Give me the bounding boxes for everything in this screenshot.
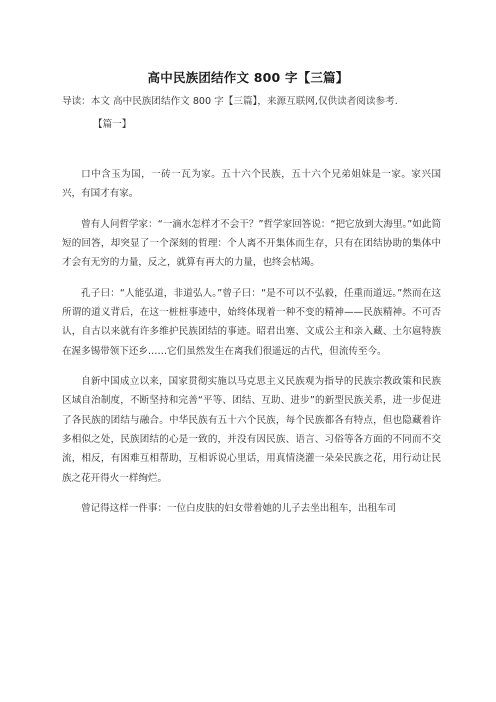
paragraph-3: 孔子曰：“人能弘道，非道弘人。”曾子曰：“是不可以不弘毅，任重而道远。”然而在这所谓的道义背后，在这一桩桩事迹中，始终体现着一种不变的精神——民族精神。不可否认，自古以来就有许多维护民族团结的事迹。昭君出塞、文成公主和亲入藏、土尔扈特族在渥多锡带领下还乡……它们虽然发生在离我们很遥远的古代，但流传至今。 bbox=[62, 287, 441, 357]
section-label: 【篇一】 bbox=[93, 119, 132, 130]
paragraph-4: 自新中国成立以来，国家贯彻实施以马克思主义民族观为指导的民族宗教政策和民族区域自治制度，不断坚持和完善“平等、团结、互助、进步”的新型民族关系，进一步促进了各民族的团结与融合。中华民族有五十六个民族，每个民族都各有特点，但也隐藏着许多相似之处，民族团结的心是一致的，并没有因民族、语言、习俗等各方面的不同而不交流，相反，有困难互相帮助，互相诉说心里话，用真情浇灌一朵朵民族之花，用行动让民族之花开得火一样绚烂。 bbox=[62, 376, 441, 484]
paragraph-2: 曾有人问哲学家：“一滴水怎样才不会干？”哲学家回答说：“把它放到大海里。”如此简短的回答，却突显了一个深刻的哲理：个人离不开集体而生存，只有在团结协助的集体中才会有无穷的力量，反之，就算有再大的力量，也终会枯竭。 bbox=[62, 218, 441, 269]
paragraph-5: 曾记得这样一件事：一位白皮肤的妇女带着她的儿子去坐出租车，出租车司 bbox=[81, 503, 397, 515]
paragraph-1: 口中含玉为国，一砖一瓦为家。五十六个民族，五十六个兄弟姐妹是一家。家兴国兴，有国才有家。 bbox=[62, 169, 441, 200]
document-intro: 导读：本文 高中民族团结作文 800 字【三篇】，来源互联网,仅供读者阅读参考. bbox=[62, 96, 398, 107]
document-title: 高中民族团结作文 800 字【三篇】 bbox=[147, 70, 349, 85]
document-body bbox=[62, 165, 441, 519]
